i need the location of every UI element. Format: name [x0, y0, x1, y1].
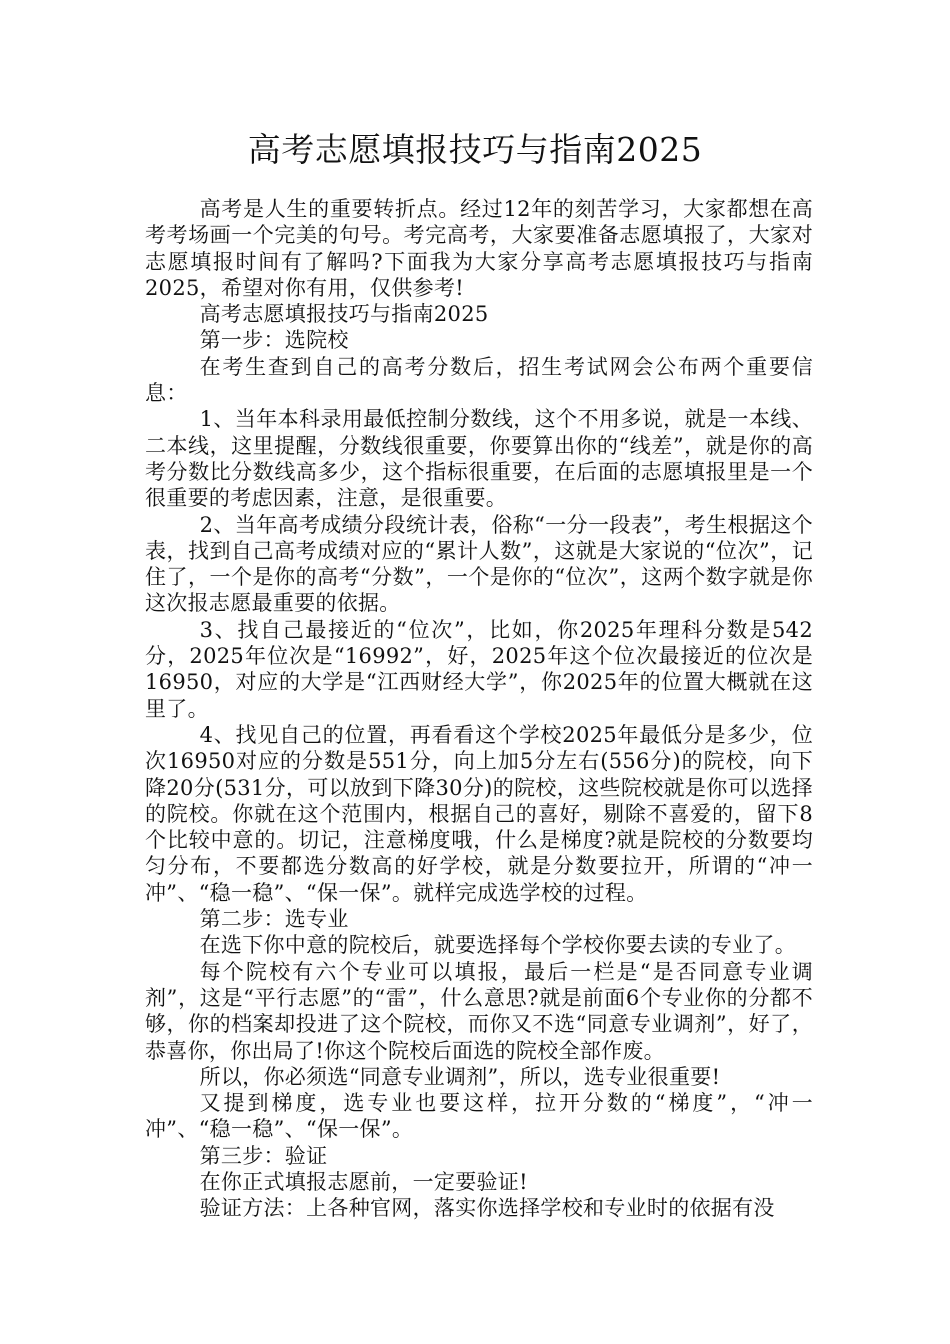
paragraph: 所以，你必须选“同意专业调剂”，所以，选专业很重要! [199, 1064, 721, 1089]
section-heading-step2: 第二步：选专业 [199, 907, 349, 932]
list-item-3: 3、找自己最接近的“位次”，比如，你2025年理科分数是542分，2025年位次是“16992”，好，2025年这个位次最接近的位次是16950，对应的大学是“江西财经大学”，你2025年的位置大概就在这里了。 [145, 617, 813, 721]
paragraph-intro: 高考是人生的重要转折点。经过12年的刻苦学习，大家都想在高考考场画一个完美的句号。考完高考，大家要准备志愿填报了，大家对志愿填报时间有了解吗?下面我为大家分享高考志愿填报技巧与指南2025，希望对你有用，仅供参考! [145, 197, 813, 300]
paragraph: 验证方法：上各种官网，落实你选择学校和专业时的依据有没 [199, 1196, 775, 1221]
paragraph: 又提到梯度，选专业也要这样，拉开分数的“梯度”，“冲一冲”、“稳一稳”、“保一保”。 [145, 1091, 813, 1142]
paragraph-subtitle: 高考志愿填报技巧与指南2025 [199, 302, 489, 327]
document-body [145, 196, 813, 1222]
list-item-2: 2、当年高考成绩分段统计表，俗称“一分一段表”，考生根据这个表，找到自己高考成绩对应的“累计人数”，这就是大家说的“位次”，记住了，一个是你的高考“分数”，一个是你的“位次”，这两个数字就是你这次报志愿最重要的依据。 [145, 512, 813, 616]
list-item-4: 4、找见自己的位置，再看看这个学校2025年最低分是多少，位次16950对应的分数是551分，向上加5分左右(556分)的院校，向下降20分(531分，可以放到下降30分)的院校，这些院校就是你可以选择的院校。你就在这个范围内，根据自己的喜好，剔除不喜爱的，留下8个比较中意的。切记，注意梯度哦，什么是梯度?就是院校的分数要均匀分布，不要都选分数高的好学校，就是分数要拉开，所谓的“冲一冲”、“稳一稳”、“保一保”。就样完成选学校的过程。 [145, 722, 813, 905]
paragraph: 每个院校有六个专业可以填报，最后一栏是“是否同意专业调剂”，这是“平行志愿”的“雷”，什么意思?就是前面6个专业你的分都不够，你的档案却投进了这个院校，而你又不选“同意专业调剂”，好了，恭喜你，你出局了!你这个院校后面选的院校全部作废。 [145, 959, 813, 1063]
section-heading-step3: 第三步：验证 [199, 1143, 328, 1168]
document-title: 高考志愿填报技巧与指南2025 [247, 130, 703, 169]
list-item-1: 1、当年本科录用最低控制分数线，这个不用多说，就是一本线、二本线，这里提醒，分数线很重要，你要算出你的“线差”，就是你的高考分数比分数线高多少，这个指标很重要，在后面的志愿填报里是一个很重要的考虑因素，注意，是很重要。 [145, 407, 813, 511]
section-heading-step1: 第一步：选院校 [199, 328, 349, 353]
paragraph: 在选下你中意的院校后，就要选择每个学校你要去读的专业了。 [199, 933, 796, 958]
paragraph: 在你正式填报志愿前，一定要验证! [199, 1169, 528, 1194]
paragraph: 在考生查到自己的高考分数后，招生考试网会公布两个重要信息： [145, 354, 813, 406]
